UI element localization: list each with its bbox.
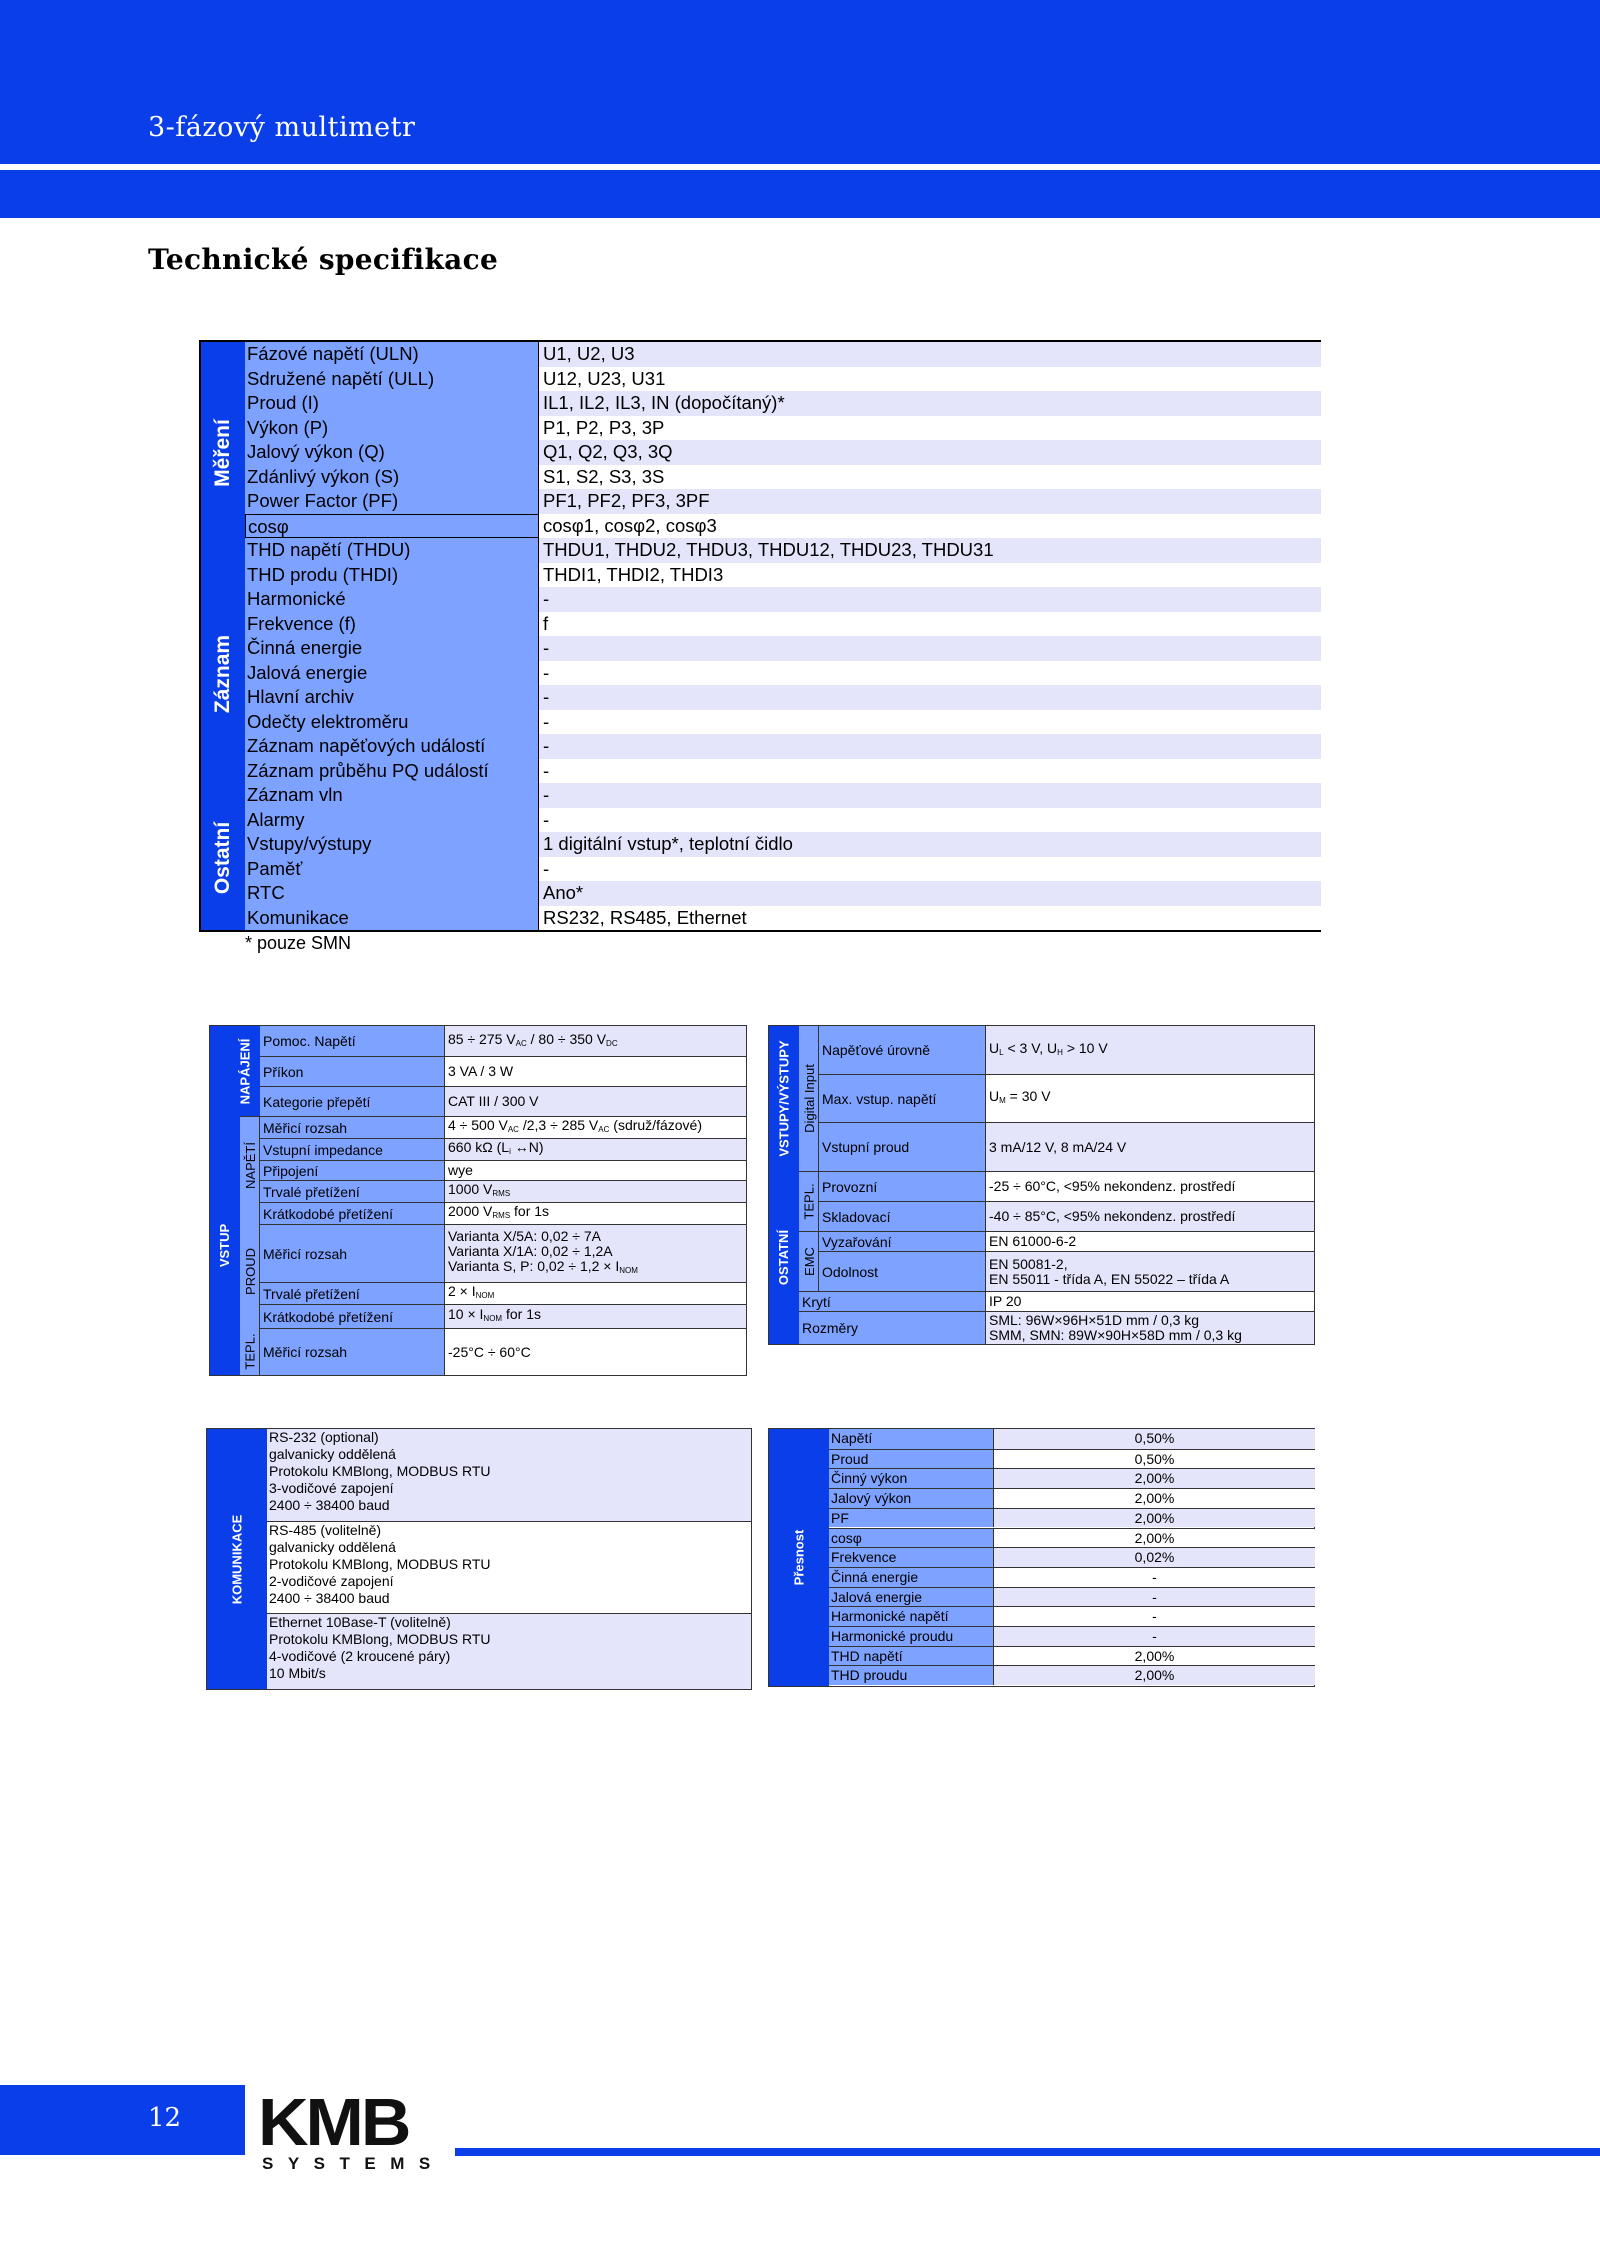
spec-value: - <box>539 808 1321 833</box>
label-vyzarovani: Vyzařování <box>819 1231 986 1251</box>
spec-label: THD napětí (THDU) <box>245 538 539 563</box>
main-spec-table <box>199 340 1321 932</box>
value-i-kratko: 10 × INOM for 1s <box>445 1304 746 1328</box>
precision-value: 2,00% <box>994 1488 1315 1508</box>
spec-row <box>245 465 1321 490</box>
value-prikon: 3 VA / 3 W <box>445 1056 746 1086</box>
spec-row <box>245 734 1321 759</box>
precision-label: THD proudu <box>829 1665 994 1685</box>
precision-value: - <box>994 1587 1315 1607</box>
spec-row <box>245 906 1321 931</box>
spec-row <box>245 391 1321 416</box>
spec-row <box>245 440 1321 465</box>
spec-value: Ano* <box>539 881 1321 906</box>
spec-label: Záznam napěťových událostí <box>245 734 539 759</box>
value-i-rozsah: Varianta X/5A: 0,02 ÷ 7A Varianta X/1A: 0,02 ÷ 1,2A Varianta S, P: 0,02 ÷ 1,2 × INOM <box>445 1224 746 1282</box>
label-max-napeti: Max. vstup. napětí <box>819 1074 986 1122</box>
precision-label: Frekvence <box>829 1547 994 1567</box>
label-pripojeni: Připojení <box>260 1160 445 1180</box>
comm-block-rs485: RS-485 (volitelně) galvanicky oddělená Protokolu KMBlong, MODBUS RTU 2-vodičové zapojení 2400 ÷ 38400 baud <box>267 1521 751 1613</box>
spec-row <box>245 685 1321 710</box>
spec-row <box>245 783 1321 808</box>
precision-value: 2,00% <box>994 1508 1315 1528</box>
spec-value: - <box>539 636 1321 661</box>
precision-label: Jalová energie <box>829 1587 994 1607</box>
precision-label: Činná energie <box>829 1567 994 1587</box>
label-prikon: Příkon <box>260 1056 445 1086</box>
spec-row <box>245 367 1321 392</box>
spec-label: Komunikace <box>245 906 539 931</box>
label-u-trvale: Trvalé přetížení <box>260 1180 445 1202</box>
spec-label: Power Factor (PF) <box>245 489 539 514</box>
spec-label: Činná energie <box>245 636 539 661</box>
spec-label: Alarmy <box>245 808 539 833</box>
group-tepl-io: TEPL. <box>799 1171 819 1231</box>
group-komunikace: KOMUNIKACE <box>207 1429 267 1689</box>
spec-row <box>245 710 1321 735</box>
label-i-trvale: Trvalé přetížení <box>260 1282 445 1304</box>
group-mereni: Měření <box>211 418 234 487</box>
label-u-kratko: Krátkodobé přetížení <box>260 1202 445 1224</box>
value-pomoc-napeti: 85 ÷ 275 VAC / 80 ÷ 350 VDC <box>445 1026 746 1056</box>
spec-label: Harmonické <box>245 587 539 612</box>
logo-main-text: KMB <box>258 2084 409 2160</box>
label-u-rozsah: Měřicí rozsah <box>260 1116 445 1138</box>
group-ostatni-io: OSTATNÍ <box>769 1171 799 1344</box>
value-skladovaci: -40 ÷ 85°C, <95% nekondenz. prostředí <box>986 1201 1314 1231</box>
group-ostatni: Ostatní <box>211 821 234 895</box>
spec-label: Hlavní archiv <box>245 685 539 710</box>
value-urovne: UL < 3 V, UH > 10 V <box>986 1026 1314 1074</box>
label-urovne: Napěťové úrovně <box>819 1026 986 1074</box>
precision-value: - <box>994 1626 1315 1646</box>
spec-label: Paměť <box>245 857 539 882</box>
label-impedance: Vstupní impedance <box>260 1138 445 1160</box>
spec-value: THDU1, THDU2, THDU3, THDU12, THDU23, THDU31 <box>539 538 1321 563</box>
precision-value: 2,00% <box>994 1528 1315 1548</box>
group-napajeni: NAPÁJENÍ <box>230 1026 260 1116</box>
spec-row <box>245 612 1321 637</box>
spec-value: U1, U2, U3 <box>539 342 1321 367</box>
value-vstupni-proud: 3 mA/12 V, 8 mA/24 V <box>986 1122 1314 1171</box>
spec-value: f <box>539 612 1321 637</box>
value-kryti: IP 20 <box>986 1291 1314 1311</box>
value-impedance: 660 kΩ (Li ↔N) <box>445 1138 746 1160</box>
value-u-rozsah: 4 ÷ 500 VAC /2,3 ÷ 285 VAC (sdruž/fázové) <box>445 1116 746 1138</box>
spec-value: Q1, Q2, Q3, 3Q <box>539 440 1321 465</box>
precision-value: 2,00% <box>994 1468 1315 1488</box>
value-u-kratko: 2000 VRMS for 1s <box>445 1202 746 1224</box>
label-vstupni-proud: Vstupní proud <box>819 1122 986 1171</box>
precision-value: 0,50% <box>994 1429 1315 1449</box>
spec-label: Proud (I) <box>245 391 539 416</box>
spec-row <box>245 563 1321 588</box>
section-title: Technické specifikace <box>148 243 499 276</box>
value-u-trvale: 1000 VRMS <box>445 1180 746 1202</box>
spec-row <box>245 881 1321 906</box>
spec-row <box>245 489 1321 514</box>
precision-label: Harmonické proudu <box>829 1626 994 1646</box>
precision-label: Proud <box>829 1449 994 1469</box>
group-vstup: VSTUP <box>210 1116 240 1375</box>
spec-row <box>245 832 1321 857</box>
spec-row <box>245 514 1321 539</box>
label-rozmery: Rozměry <box>799 1311 986 1344</box>
precision-label: Jalový výkon <box>829 1488 994 1508</box>
spec-row <box>245 808 1321 833</box>
footer-line <box>455 2148 1600 2156</box>
value-provozni: -25 ÷ 60°C, <95% nekondenz. prostředí <box>986 1171 1314 1201</box>
header-band-lower <box>0 170 1600 218</box>
label-i-kratko: Krátkodobé přetížení <box>260 1304 445 1328</box>
spec-label: RTC <box>245 881 539 906</box>
spec-value: - <box>539 710 1321 735</box>
spec-value: RS232, RS485, Ethernet <box>539 906 1321 931</box>
spec-row <box>245 661 1321 686</box>
spec-value: PF1, PF2, PF3, 3PF <box>539 489 1321 514</box>
precision-value: 2,00% <box>994 1646 1315 1666</box>
precision-label: Činný výkon <box>829 1468 994 1488</box>
label-skladovaci: Skladovací <box>819 1201 986 1231</box>
spec-label: Výkon (P) <box>245 416 539 441</box>
spec-value: IL1, IL2, IL3, IN (dopočítaný)* <box>539 391 1321 416</box>
value-vyzarovani: EN 61000-6-2 <box>986 1231 1314 1251</box>
group-presnost: Přesnost <box>769 1429 829 1686</box>
spec-label: Fázové napětí (ULN) <box>245 342 539 367</box>
precision-table <box>768 1428 1315 1687</box>
page-header-title: 3-fázový multimetr <box>148 112 416 143</box>
spec-label: Jalový výkon (Q) <box>245 440 539 465</box>
group-tepl: TEPL. <box>242 1333 258 1370</box>
spec-label: Jalová energie <box>245 661 539 686</box>
spec-value: 1 digitální vstup*, teplotní čidlo <box>539 832 1321 857</box>
spec-value: cosφ1, cosφ2, cosφ3 <box>539 514 1321 539</box>
value-kategorie: CAT III / 300 V <box>445 1086 746 1116</box>
label-provozni: Provozní <box>819 1171 986 1201</box>
io-other-table <box>768 1025 1315 1345</box>
spec-label: Sdružené napětí (ULL) <box>245 367 539 392</box>
value-t-rozsah: -25°C ÷ 60°C <box>445 1328 746 1375</box>
footer-band <box>0 2085 245 2155</box>
spec-value: - <box>539 661 1321 686</box>
label-i-rozsah: Měřicí rozsah <box>260 1224 445 1282</box>
spec-row <box>245 636 1321 661</box>
comm-block-ethernet: Ethernet 10Base-T (volitelně) Protokolu KMBlong, MODBUS RTU 4-vodičové (2 kroucené páry) 10 Mbit/s <box>267 1613 751 1689</box>
value-max-napeti: UM = 30 V <box>986 1074 1314 1122</box>
group-zaznam: Záznam <box>211 634 234 713</box>
precision-label: PF <box>829 1508 994 1528</box>
spec-label: Zdánlivý výkon (S) <box>245 465 539 490</box>
spec-row <box>245 342 1321 367</box>
precision-label: THD napětí <box>829 1646 994 1666</box>
group-proud: PROUD <box>242 1247 258 1295</box>
group-vstupy-vystupy: VSTUPY/VÝSTUPY <box>769 1026 799 1171</box>
precision-label: Napětí <box>829 1429 994 1449</box>
spec-label: Záznam průběhu PQ událostí <box>245 759 539 784</box>
label-kategorie: Kategorie přepětí <box>260 1086 445 1116</box>
spec-value: - <box>539 685 1321 710</box>
spec-value: - <box>539 734 1321 759</box>
spec-label: cosφ <box>245 514 539 539</box>
page-number: 12 <box>148 2103 182 2133</box>
label-odolnost: Odolnost <box>819 1251 986 1291</box>
spec-label: THD produ (THDI) <box>245 563 539 588</box>
spec-value: - <box>539 783 1321 808</box>
footnote: * pouze SMN <box>245 933 352 953</box>
spec-label: Záznam vln <box>245 783 539 808</box>
label-kryti: Krytí <box>799 1291 986 1311</box>
group-digital-input: Digital Input <box>801 1064 817 1133</box>
label-pomoc-napeti: Pomoc. Napětí <box>260 1026 445 1056</box>
spec-value: P1, P2, P3, 3P <box>539 416 1321 441</box>
spec-value: - <box>539 759 1321 784</box>
spec-row <box>245 538 1321 563</box>
kmb-logo <box>258 2084 445 2190</box>
comm-block-rs232: RS-232 (optional) galvanicky oddělená Protokolu KMBlong, MODBUS RTU 3-vodičové zapojení 2400 ÷ 38400 baud <box>267 1429 751 1521</box>
precision-value: 0,02% <box>994 1547 1315 1567</box>
spec-row <box>245 587 1321 612</box>
spec-value: THDI1, THDI2, THDI3 <box>539 563 1321 588</box>
label-t-rozsah: Měřicí rozsah <box>260 1328 445 1375</box>
spec-value: - <box>539 587 1321 612</box>
spec-label: Frekvence (f) <box>245 612 539 637</box>
precision-label: Harmonické napětí <box>829 1606 994 1626</box>
group-emc: EMC <box>799 1231 819 1291</box>
logo-sub-text: SYSTEMS <box>262 2154 445 2173</box>
precision-label: cosφ <box>829 1528 994 1548</box>
spec-label: Odečty elektroměru <box>245 710 539 735</box>
spec-label: Vstupy/výstupy <box>245 832 539 857</box>
value-i-trvale: 2 × INOM <box>445 1282 746 1304</box>
communication-table <box>206 1428 752 1690</box>
power-input-table <box>209 1025 747 1376</box>
value-pripojeni: wye <box>445 1160 746 1180</box>
precision-value: - <box>994 1606 1315 1626</box>
spec-value: - <box>539 857 1321 882</box>
value-rozmery: SML: 96W×96H×51D mm / 0,3 kg SMM, SMN: 89W×90H×58D mm / 0,3 kg <box>986 1311 1314 1344</box>
precision-value: 2,00% <box>994 1665 1315 1685</box>
spec-value: S1, S2, S3, 3S <box>539 465 1321 490</box>
spec-row <box>245 416 1321 441</box>
spec-value: U12, U23, U31 <box>539 367 1321 392</box>
value-odolnost: EN 50081-2, EN 55011 - třída A, EN 55022 – třída A <box>986 1251 1314 1291</box>
spec-row <box>245 857 1321 882</box>
precision-value: 0,50% <box>994 1449 1315 1469</box>
group-napeti: NAPĚTÍ <box>242 1141 258 1189</box>
spec-row <box>245 759 1321 784</box>
precision-value: - <box>994 1567 1315 1587</box>
